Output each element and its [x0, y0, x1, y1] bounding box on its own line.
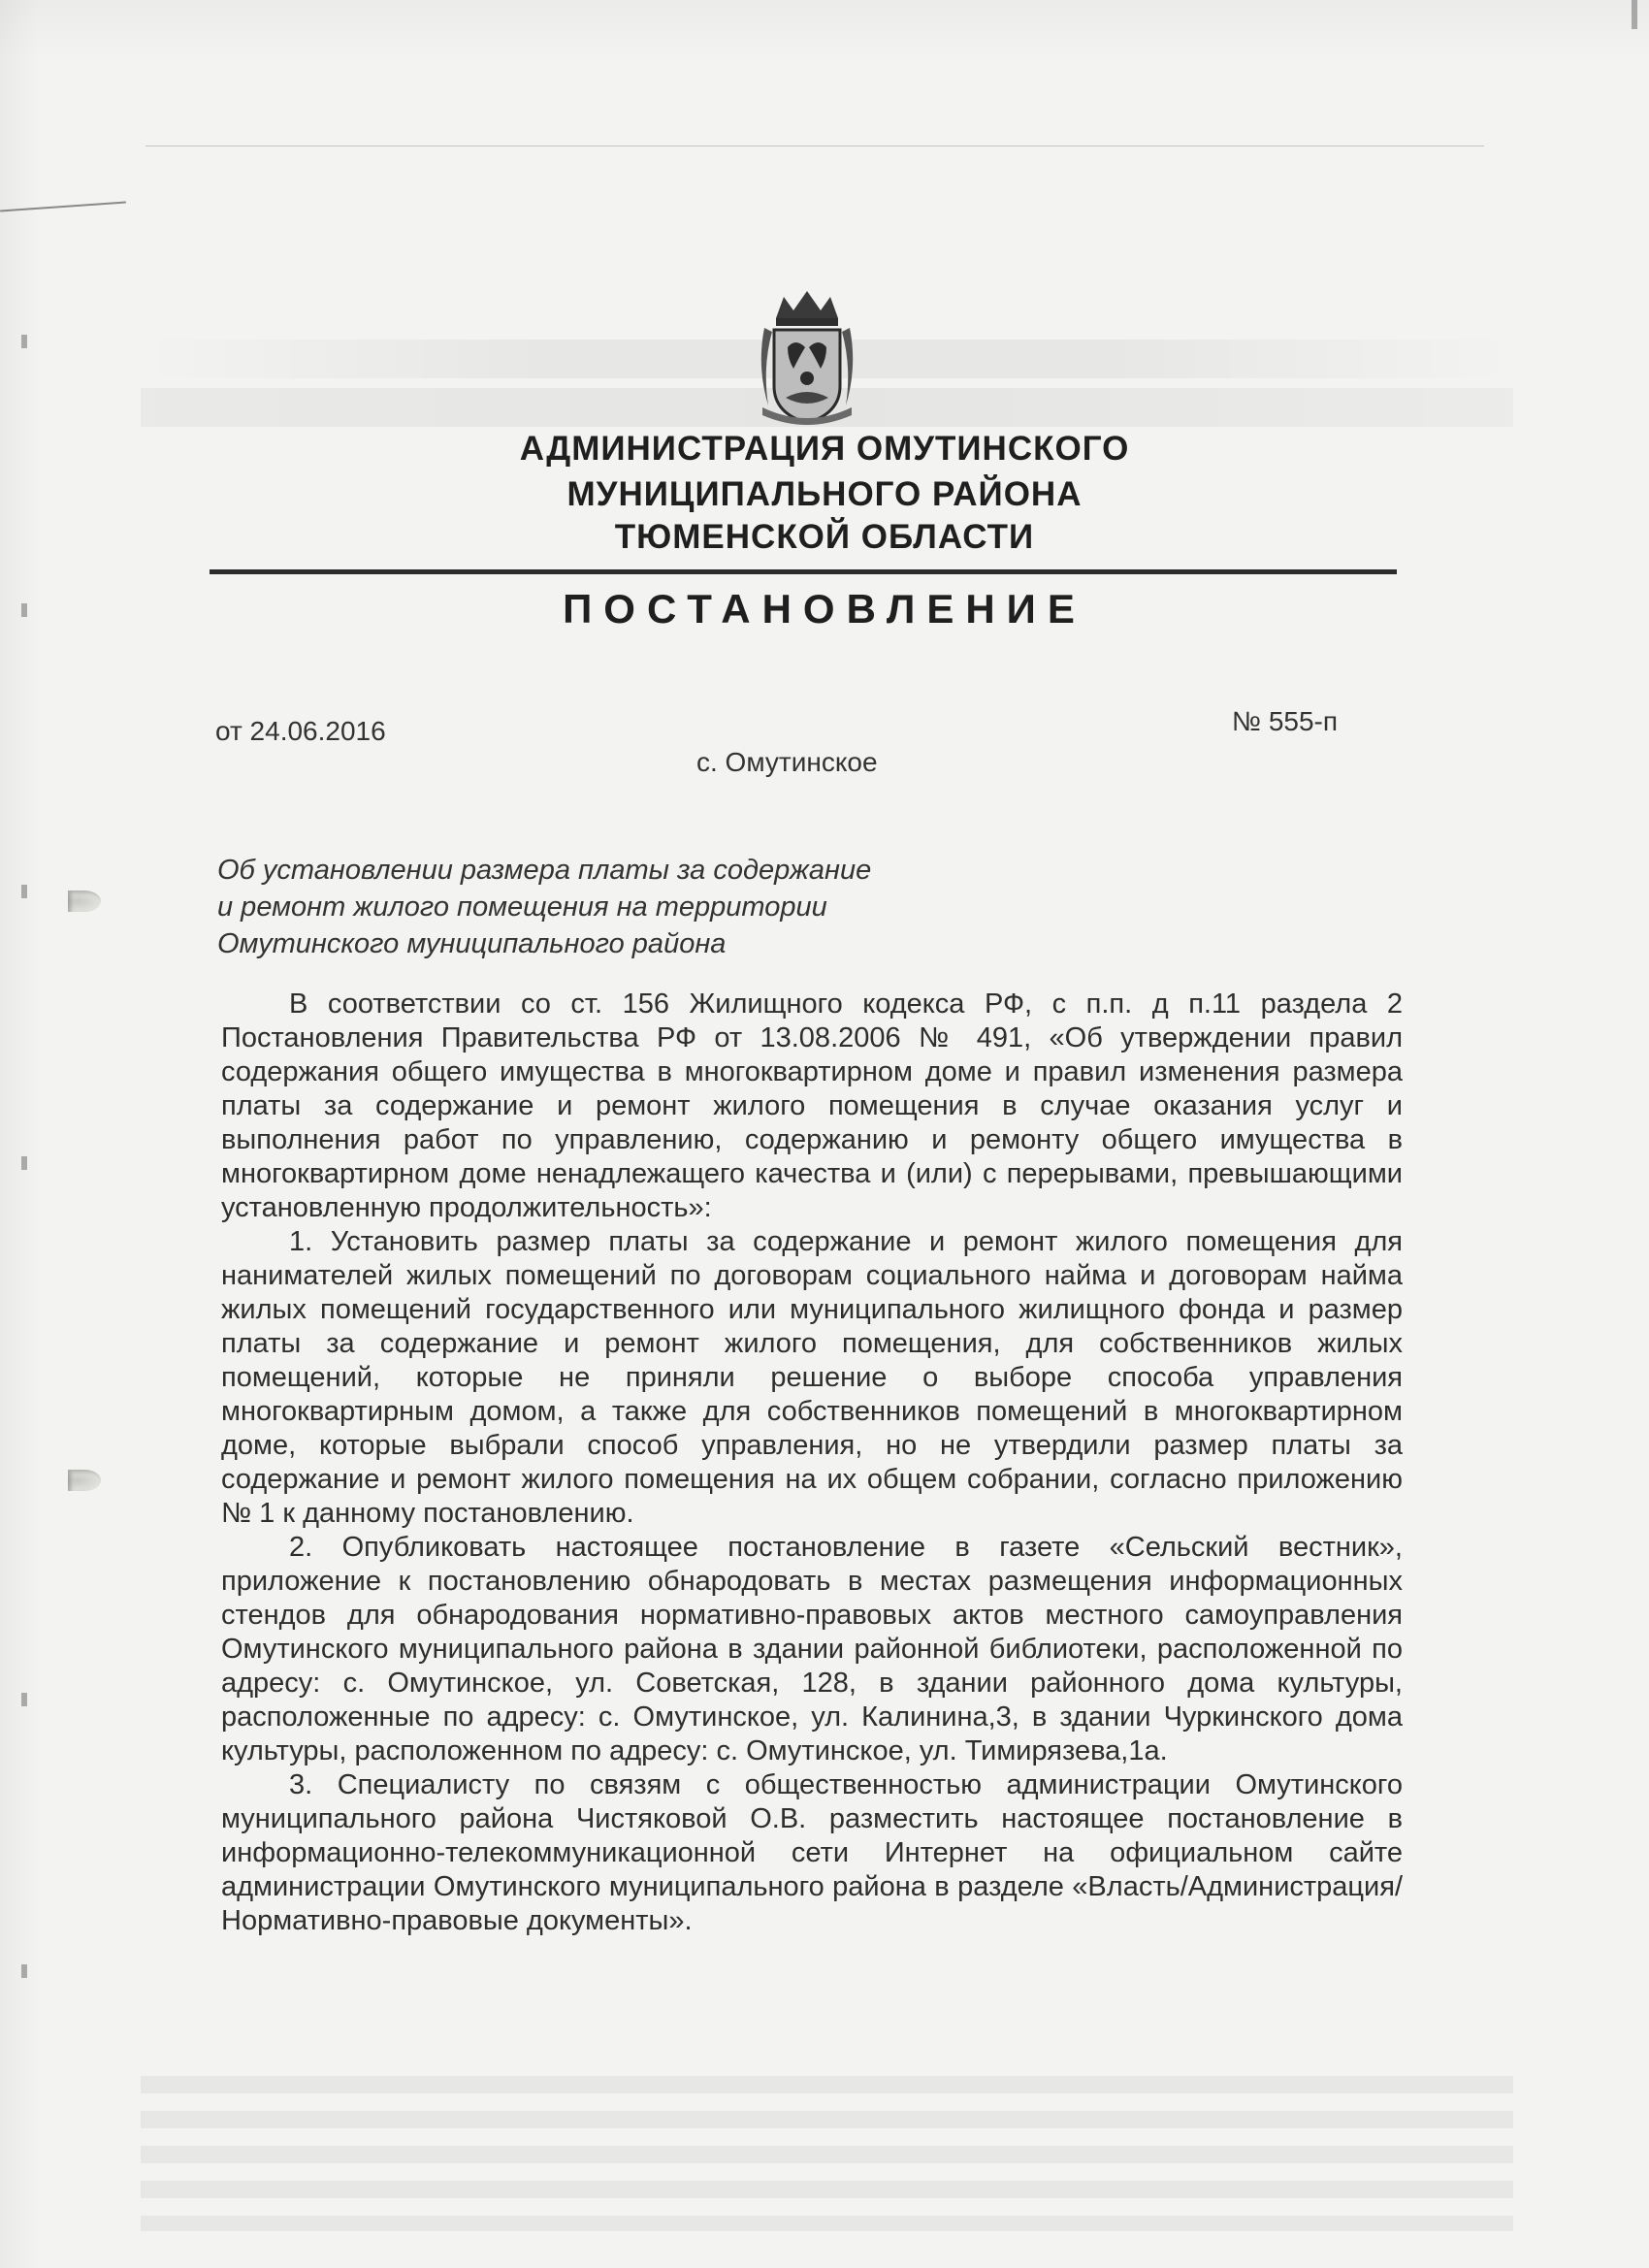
subject-line-3: Омутинского муниципального района: [217, 928, 727, 959]
margin-mark: [21, 1693, 27, 1706]
margin-mark: [21, 335, 27, 348]
margin-mark: [21, 1156, 27, 1170]
document-date: от 24.06.2016: [215, 716, 386, 746]
org-name-line-2: МУНИЦИПАЛЬНОГО РАЙОНА: [566, 475, 1083, 513]
coat-of-arms-icon: [755, 289, 859, 425]
document-number: № 555-п: [1232, 706, 1339, 736]
margin-mark: [21, 1964, 27, 1978]
body-item-2: 2. Опубликовать настоящее постановление в газете «Сельский вестник», приложение к постановлению обнародовать в местах размещения информационных стендов для обнародования нормативно-правовых актов местного самоуправления Омутинского муниципального района в здании районной библиотеки, расположенной по адресу: с. Омутинское, ул. Советская, 128, в здании районного дома культуры, расположенные по адресу: с. Омутинское, ул. Калинина,3, в здании Чуркинского дома культуры, расположенном по адресу: с. Омутинское, ул. Тимирязева,1а.: [221, 1532, 1403, 1766]
margin-mark: [21, 885, 27, 898]
subject-line-1: Об установлении размера платы за содержание: [217, 855, 872, 886]
body-item-1: 1. Установить размер платы за содержание и ремонт жилого помещения для нанимателей жилых помещений по договорам социального найма и договорам найма жилых помещений государственного или муниципального жилищного фонда и размер платы за содержание и ремонт жилого помещения, для собственников жилых помещений, которые не приняли решение о выборе способа управления многоквартирным домом, а также для собственников помещений в многоквартирном доме, которые выбрали способ управления, но не утвердили размер платы за содержание и ремонт жилого помещения на их общем собрании, согласно приложению № 1 к данному постановлению.: [221, 1226, 1403, 1529]
document-subject: [217, 852, 871, 962]
margin-mark: [1632, 0, 1637, 29]
org-name-line-1: АДМИНИСТРАЦИЯ ОМУТИНСКОГО: [519, 430, 1130, 468]
body-preamble: В соответствии со ст. 156 Жилищного кодекса РФ, с п.п. д п.11 раздела 2 Постановления Правительства РФ от 13.08.2006 № 491, «Об утверждении правил содержания общего имущества в многоквартирном доме и правил изменения размера платы за содержание и ремонт жилого помещения в случае оказания услуг и выполнения работ по управлению, содержанию и ремонту общего имущества в многоквартирном доме ненадлежащего качества и (или) с перерывами, превышающими установленную продолжительность»:: [221, 988, 1403, 1223]
punch-hole: [68, 891, 101, 912]
document-body: [221, 988, 1403, 1938]
document-type-title: ПОСТАНОВЛЕНИЕ: [563, 586, 1086, 632]
body-item-3: 3. Специалисту по связям с общественностью администрации Омутинского муниципального района Чистяковой О.В. разместить настоящее постановление в информационно-телекоммуникационной сети Интернет на официальном сайте администрации Омутинского муниципального района в разделе «Власть/Администрация/Нормативно-правовые документы».: [221, 1769, 1403, 1936]
document-place: с. Омутинское: [696, 747, 878, 777]
scan-artifact-line: [0, 201, 126, 211]
bleed-through: [141, 2076, 1513, 2231]
org-name-line-3: ТЮМЕНСКОЙ ОБЛАСТИ: [614, 518, 1035, 556]
subject-line-2: и ремонт жилого помещения на территории: [217, 891, 827, 923]
header-divider: [210, 569, 1397, 574]
punch-hole: [68, 1470, 101, 1491]
